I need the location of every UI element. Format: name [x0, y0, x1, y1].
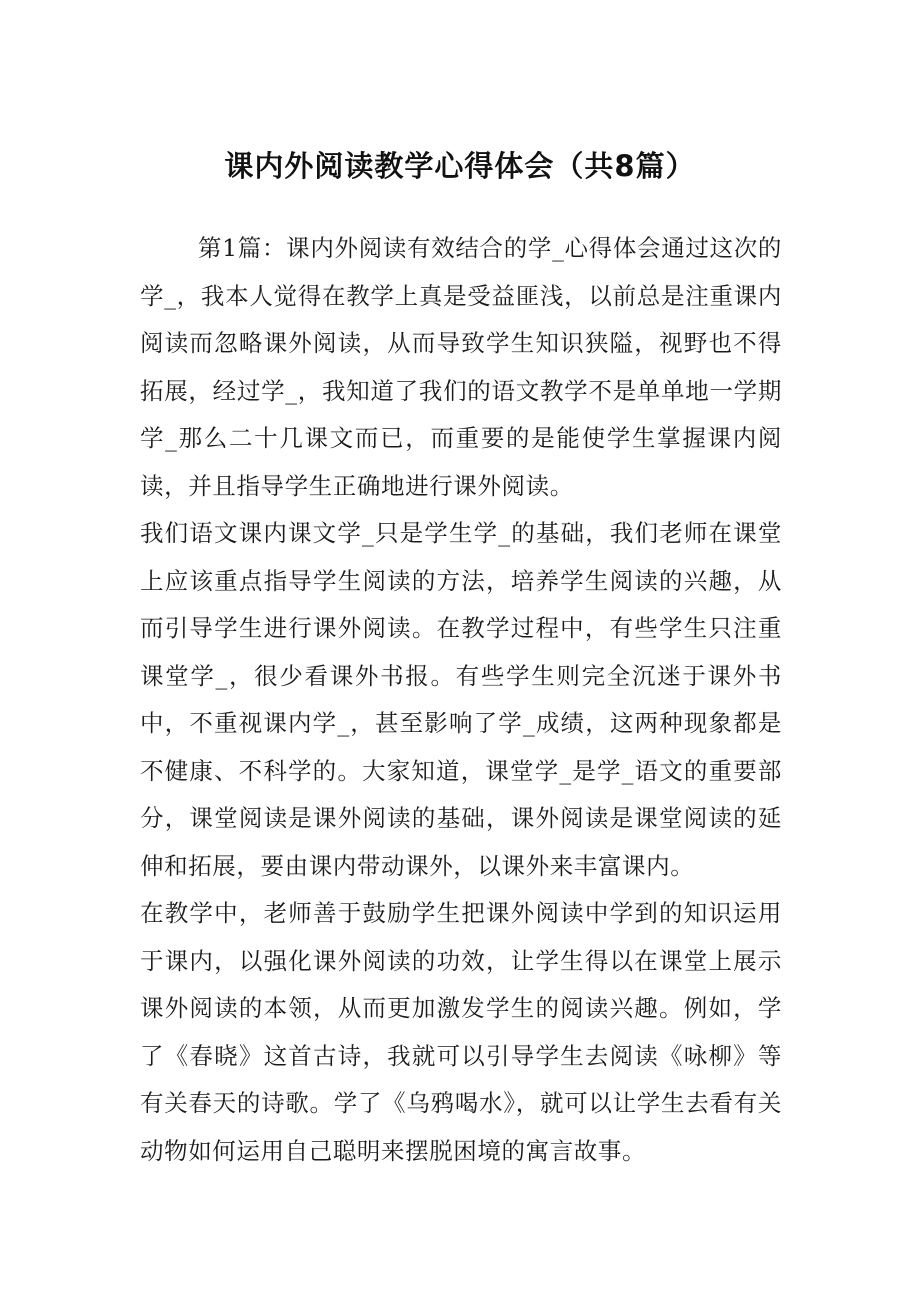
paragraph-3: 在教学中，老师善于鼓励学生把课外阅读中学到的知识运用于课内，以强化课外阅读的功效，让学生得以在课堂上展示课外阅读的本领，从而更加激发学生的阅读兴趣。例如，学了《春晓》这首古诗，我就可以引导学生去阅读《咏柳》等有关春天的诗歌。学了《乌鸦喝水》，就可以让学生去看有关动物如何运用自己聪明来摆脱困境的寓言故事。: [140, 899, 782, 1165]
paragraph-2: 我们语文课内课文学_只是学生学_的基础，我们老师在课堂上应该重点指导学生阅读的方法，培养学生阅读的兴趣，从而引导学生进行课外阅读。在教学过程中，有些学生只注重课堂学_，很少看课外书报。有些学生则完全沉迷于课外书中，不重视课内学_，甚至影响了学_成绩，这两种现象都是不健康、不科学的。大家知道，课堂学_是学_语文的重要部分，课堂阅读是课外阅读的基础，课外阅读是课堂阅读的延伸和拓展，要由课内带动课外，以课外来丰富课内。: [140, 519, 782, 880]
document-title: 课内外阅读教学心得体会（共8篇）: [224, 149, 696, 183]
paragraph-1: 第1篇：课内外阅读有效结合的学_心得体会通过这次的学_，我本人觉得在教学上真是受益匪浅，以前总是注重课内阅读而忽略课外阅读，从而导致学生知识狭隘，视野也不得拓展，经过学_，我知道了我们的语文教学不是单单地一学期学_那么二十几课文而已，而重要的是能使学生掌握课内阅读，并且指导学生正确地进行课外阅读。: [140, 234, 782, 500]
document-body: [140, 225, 782, 1175]
